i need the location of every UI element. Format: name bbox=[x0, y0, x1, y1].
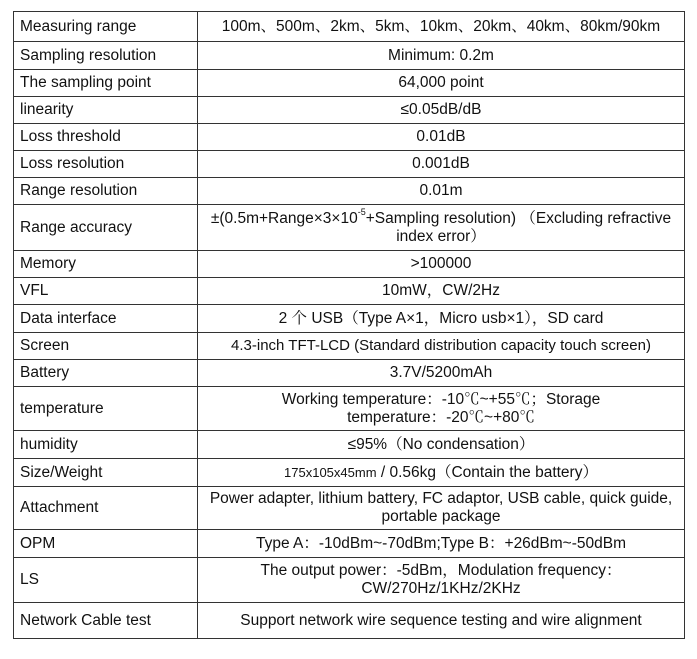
spec-value: Power adapter, lithium battery, FC adaptor, USB cable, quick guide, portable package bbox=[198, 487, 685, 530]
spec-label: Loss threshold bbox=[14, 124, 198, 151]
spec-value: 4.3-inch TFT-LCD (Standard distribution capacity touch screen) bbox=[198, 333, 685, 360]
table-row bbox=[14, 12, 685, 42]
spec-label: The sampling point bbox=[14, 70, 198, 97]
spec-value: 0.001dB bbox=[198, 151, 685, 178]
range-accuracy-text: ±(0.5m+Range×3×10 bbox=[210, 209, 358, 227]
size-weight-rest: / 0.56kg（Contain the battery） bbox=[376, 463, 598, 481]
range-accuracy-text-rest: +Sampling resolution) （Excluding refractive index error） bbox=[365, 209, 672, 245]
table-row bbox=[14, 70, 685, 97]
table-row bbox=[14, 251, 685, 278]
table-row bbox=[14, 305, 685, 333]
spec-value: >100000 bbox=[198, 251, 685, 278]
spec-value: 64,000 point bbox=[198, 70, 685, 97]
table-row bbox=[14, 487, 685, 530]
spec-label: Attachment bbox=[14, 487, 198, 530]
spec-value: Minimum: 0.2m bbox=[198, 42, 685, 70]
spec-label: Range accuracy bbox=[14, 205, 198, 251]
size-dimensions: 175x105x45mm bbox=[284, 464, 377, 480]
table-row bbox=[14, 42, 685, 70]
table-row bbox=[14, 278, 685, 305]
table-row bbox=[14, 603, 685, 639]
table-row bbox=[14, 387, 685, 431]
spec-label: Battery bbox=[14, 360, 198, 387]
spec-label: Sampling resolution bbox=[14, 42, 198, 70]
table-row bbox=[14, 558, 685, 603]
table-row bbox=[14, 124, 685, 151]
spec-label: Measuring range bbox=[14, 12, 198, 42]
spec-value: 0.01dB bbox=[198, 124, 685, 151]
spec-label: Size/Weight bbox=[14, 459, 198, 487]
spec-label: humidity bbox=[14, 431, 198, 459]
specification-table bbox=[13, 11, 685, 639]
table-row bbox=[14, 151, 685, 178]
table-row bbox=[14, 333, 685, 360]
spec-value: 2 个 USB（Type A×1，Micro usb×1），SD card bbox=[198, 305, 685, 333]
spec-label: Loss resolution bbox=[14, 151, 198, 178]
spec-value: ≤95%（No condensation） bbox=[198, 431, 685, 459]
spec-label: Memory bbox=[14, 251, 198, 278]
table-row bbox=[14, 360, 685, 387]
spec-value: Support network wire sequence testing and wire alignment bbox=[198, 603, 685, 639]
table-row bbox=[14, 431, 685, 459]
table-row bbox=[14, 530, 685, 558]
spec-value: The output power：-5dBm，Modulation frequency：CW/270Hz/1KHz/2KHz bbox=[198, 558, 685, 603]
spec-value: 3.7V/5200mAh bbox=[198, 360, 685, 387]
spec-label: OPM bbox=[14, 530, 198, 558]
spec-value bbox=[198, 205, 685, 251]
spec-label: LS bbox=[14, 558, 198, 603]
spec-label: temperature bbox=[14, 387, 198, 431]
spec-label: linearity bbox=[14, 97, 198, 124]
table-row bbox=[14, 97, 685, 124]
table-row bbox=[14, 205, 685, 251]
spec-label: Screen bbox=[14, 333, 198, 360]
spec-value: Type A：-10dBm~-70dBm;Type B：+26dBm~-50dBm bbox=[198, 530, 685, 558]
spec-value: 100m、500m、2km、5km、10km、20km、40km、80km/90km bbox=[198, 12, 685, 42]
spec-label: Range resolution bbox=[14, 178, 198, 205]
table-row bbox=[14, 178, 685, 205]
spec-value: Working temperature：-10℃~+55℃；Storage temperature：-20℃~+80℃ bbox=[198, 387, 685, 431]
table-row bbox=[14, 459, 685, 487]
spec-value: 0.01m bbox=[198, 178, 685, 205]
spec-value: ≤0.05dB/dB bbox=[198, 97, 685, 124]
spec-value: 10mW，CW/2Hz bbox=[198, 278, 685, 305]
spec-label: Network Cable test bbox=[14, 603, 198, 639]
spec-value bbox=[198, 459, 685, 487]
spec-label: VFL bbox=[14, 278, 198, 305]
spec-label: Data interface bbox=[14, 305, 198, 333]
exponent: -5 bbox=[357, 207, 366, 218]
